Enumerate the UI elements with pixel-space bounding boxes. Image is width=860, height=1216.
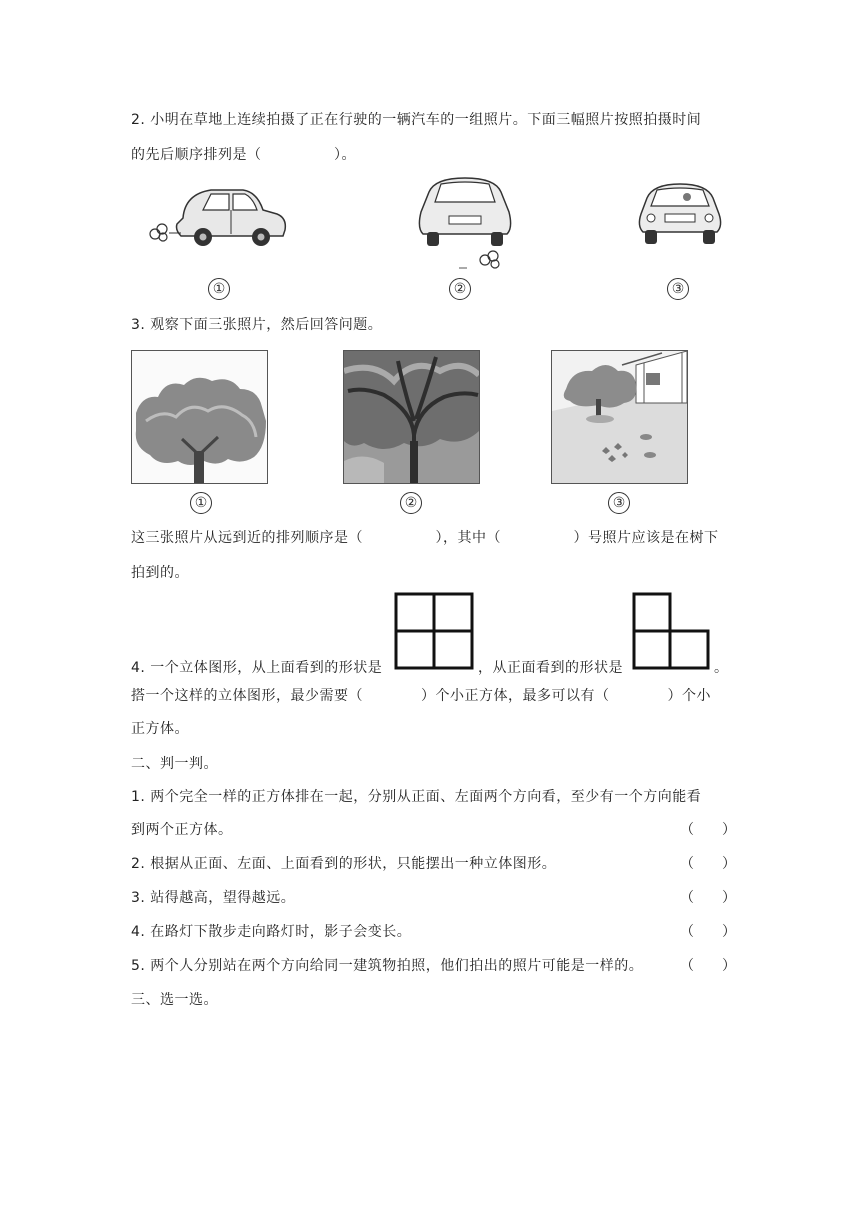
section3-title: 三、选一选。 xyxy=(131,992,218,1008)
q4-part1: 4. 一个立体图形，从上面看到的形状是 xyxy=(131,660,383,676)
judge-item-3: 3. 站得越高，望得越远。 xyxy=(131,890,296,906)
tree-photo-under xyxy=(343,350,480,484)
tree-photo-scene xyxy=(551,350,688,484)
q2-label-1: ① xyxy=(208,278,230,300)
tree-photo-far xyxy=(131,350,268,484)
judge-bracket-4[interactable]: （ ） xyxy=(680,924,736,940)
top-view-grid xyxy=(394,592,474,670)
q3-answer-line2: 拍到的。 xyxy=(131,565,189,581)
q3-title: 3. 观察下面三张照片，然后回答问题。 xyxy=(131,317,383,333)
judge-item-2: 2. 根据从正面、左面、上面看到的形状，只能摆出一种立体图形。 xyxy=(131,856,557,872)
q3-label-1: ① xyxy=(190,492,212,514)
q4-part3: 。 xyxy=(714,660,729,676)
car-front-image xyxy=(635,180,725,250)
q2-label-2: ② xyxy=(449,278,471,300)
q4-line2: 搭一个这样的立体图形，最少需要（ ）个小正方体，最多可以有（ ）个小 xyxy=(131,688,711,704)
front-view-shape xyxy=(630,592,712,670)
judge-item-5: 5. 两个人分别站在两个方向给同一建筑物拍照，他们拍出的照片可能是一样的。 xyxy=(131,958,644,974)
q2-text-line1: 2. 小明在草地上连续拍摄了正在行驶的一辆汽车的一组照片。下面三幅照片按照拍摄时间 xyxy=(131,112,702,128)
section2-title: 二、判一判。 xyxy=(131,756,218,772)
judge-bracket-5[interactable]: （ ） xyxy=(680,958,736,974)
judge-bracket-1[interactable]: （ ） xyxy=(680,822,736,838)
q3-answer-line1: 这三张照片从远到近的排列顺序是（ ），其中（ ）号照片应该是在树下 xyxy=(131,530,719,546)
q2-label-3: ③ xyxy=(667,278,689,300)
judge-item-4: 4. 在路灯下散步走向路灯时，影子会变长。 xyxy=(131,924,412,940)
car-side-image xyxy=(145,180,290,250)
q2-text-line2: 的先后顺序排列是（ ）。 xyxy=(131,147,356,163)
judge-item-1-cont: 到两个正方体。 xyxy=(131,822,233,838)
q3-label-2: ② xyxy=(400,492,422,514)
car-rear-image xyxy=(415,172,515,272)
judge-item-1: 1. 两个完全一样的正方体排在一起，分别从正面、左面两个方向看，至少有一个方向能看 xyxy=(131,789,702,805)
q3-label-3: ③ xyxy=(608,492,630,514)
q4-line3: 正方体。 xyxy=(131,721,189,737)
judge-bracket-2[interactable]: （ ） xyxy=(680,856,736,872)
judge-bracket-3[interactable]: （ ） xyxy=(680,890,736,906)
q4-part2: ，从正面看到的形状是 xyxy=(478,660,623,676)
